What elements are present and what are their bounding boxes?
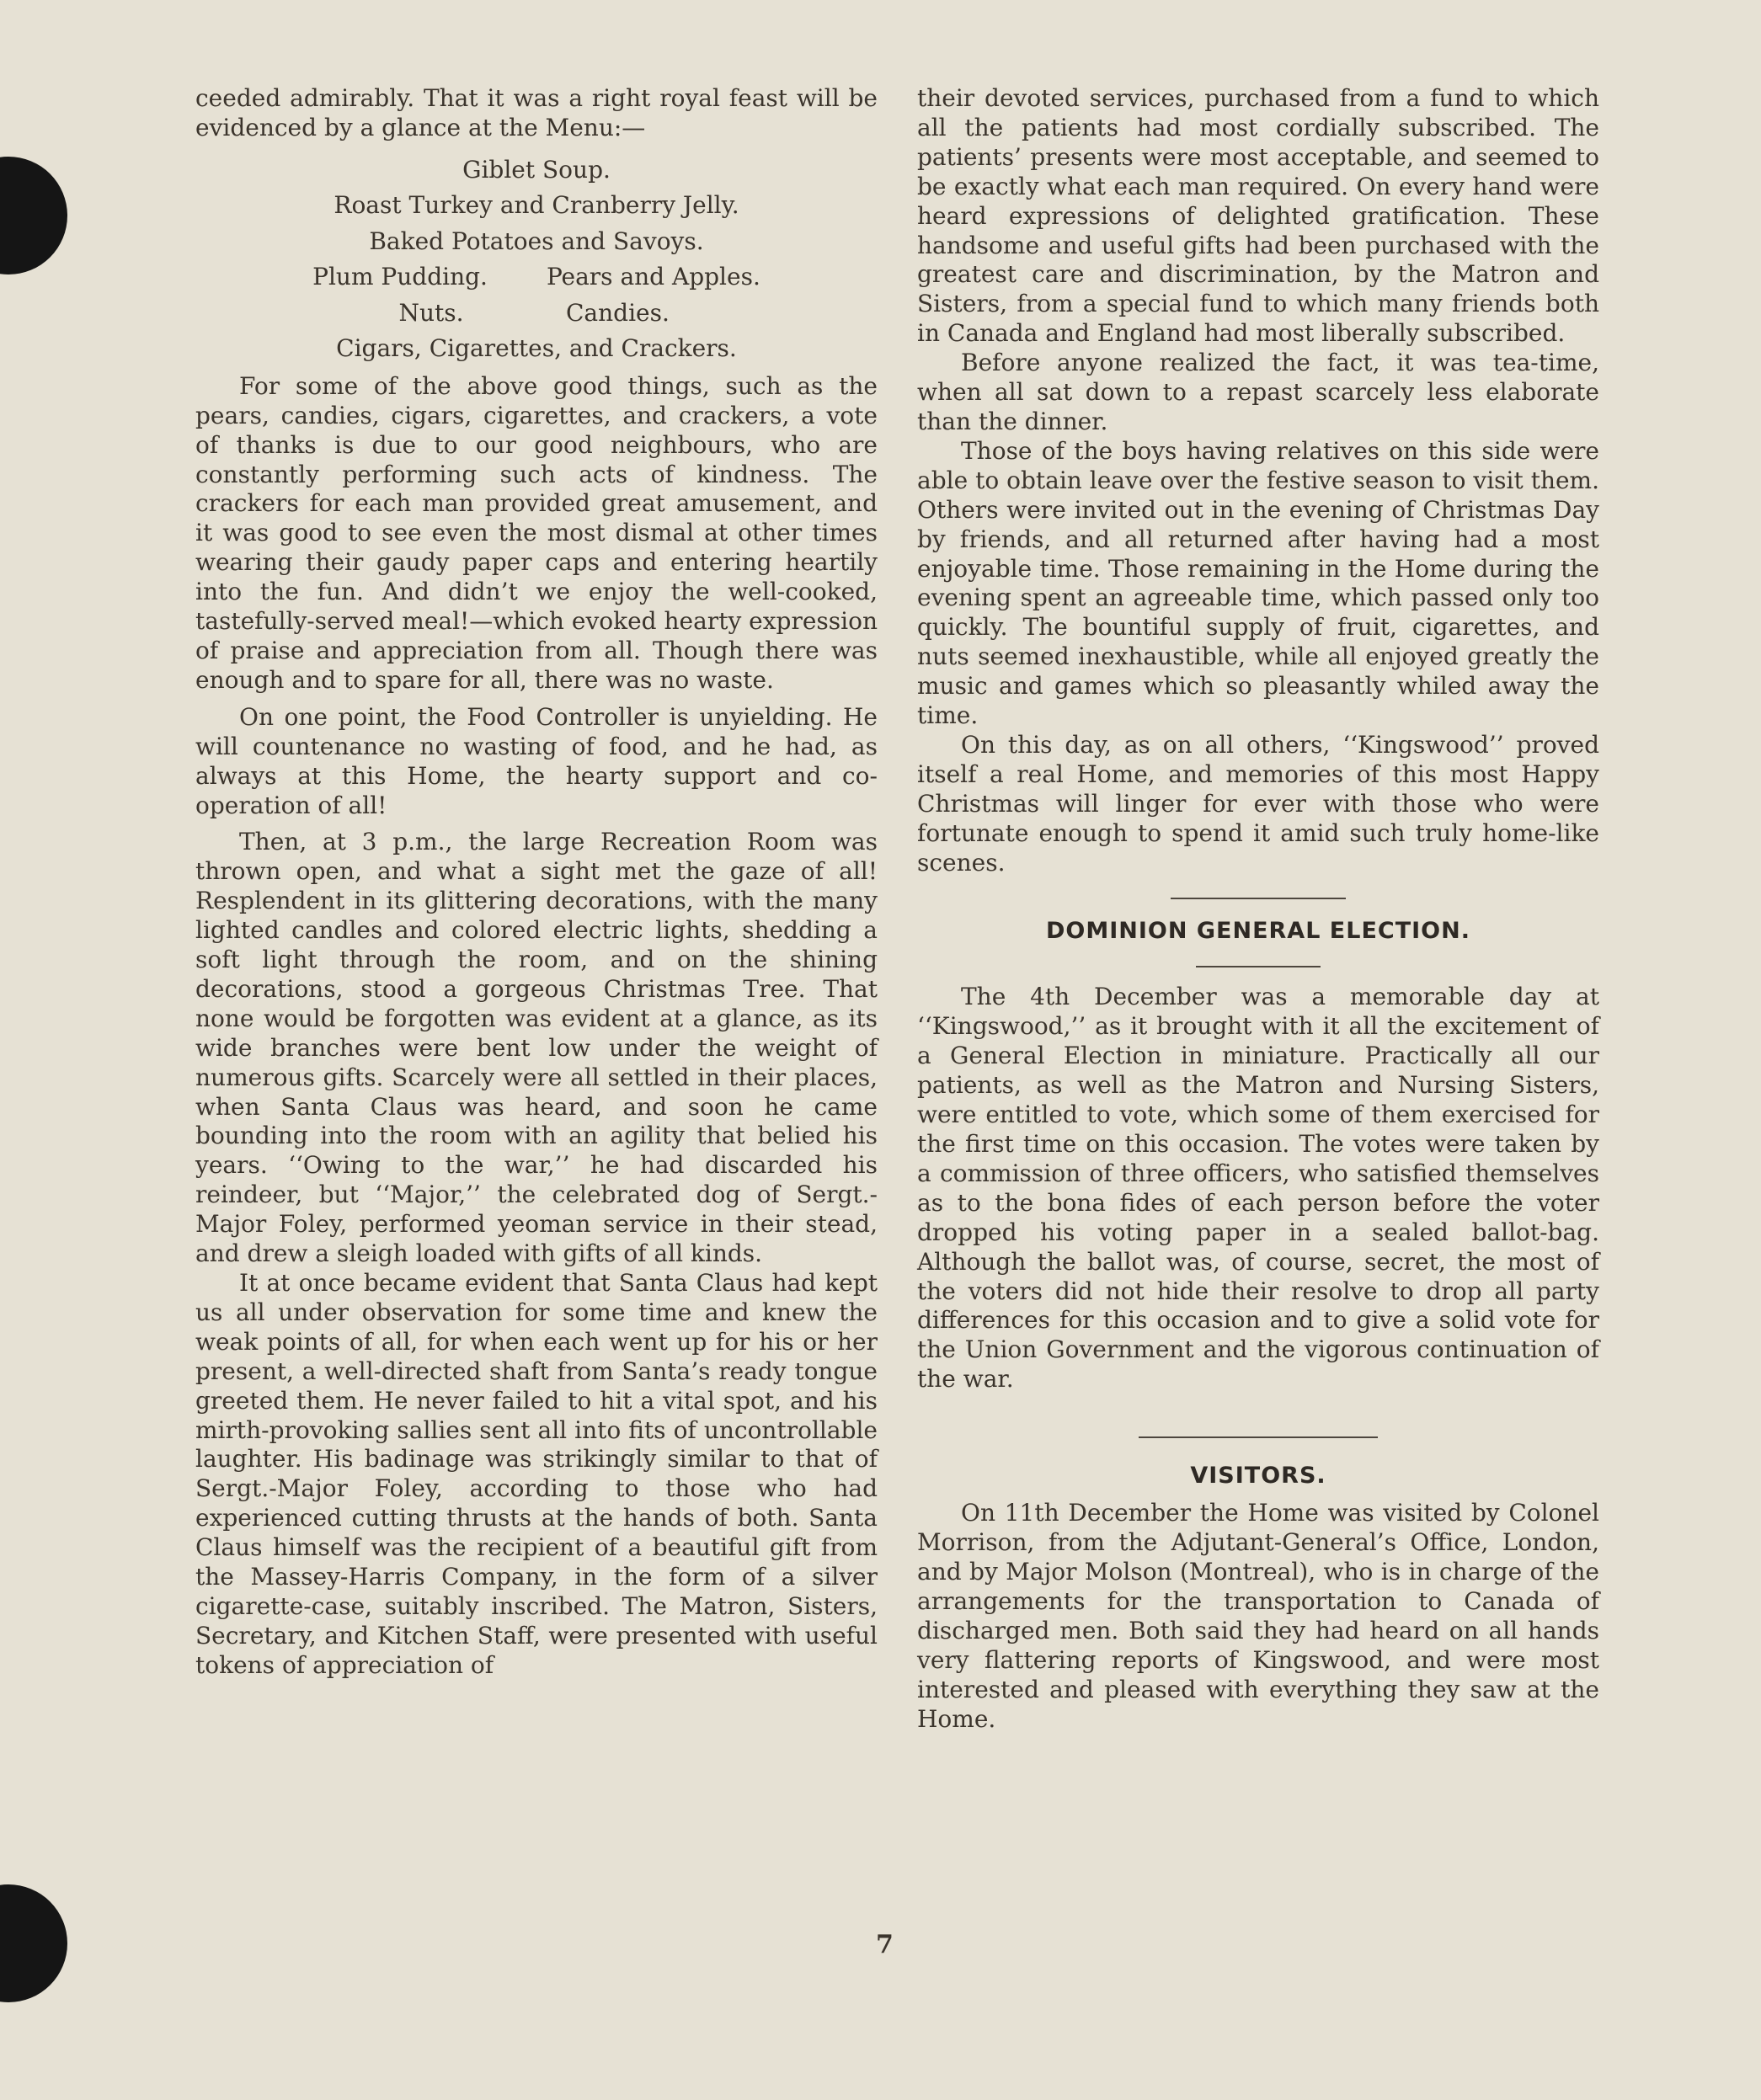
body-paragraph: For some of the above good things, such as the pears, candies, cigars, cigarettes, and crackers, a vote of thanks is due to our good neighbours, who are constantly performing such acts of kindness. The crackers for each man provided great amusement, and it was good to see even the most dismal at other times wearing their gaudy paper caps and entering heartily into the fun. And didn’t we enjoy the well-cooked, tastefully-served meal!—which evoked hearty expression of praise and appreciation from all. Though there was enough and to spare for all, there was no waste. — [195, 371, 878, 694]
visitors-heading: VISITORS. — [1190, 1463, 1326, 1490]
menu-item: Plum Pudding. — [312, 263, 488, 291]
punch-hole-top — [0, 157, 67, 274]
election-heading: DOMINION GENERAL ELECTION. — [1046, 918, 1470, 945]
menu-item: Candies. — [566, 298, 670, 327]
menu-item: Cigars, Cigarettes, and Crackers. — [336, 334, 737, 363]
body-paragraph: Before anyone realized the fact, it was tea-time, when all sat down to a repast scarcely less elaborate than the dinner. — [917, 349, 1599, 435]
body-paragraph: It at once became evident that Santa Claus had kept us all under observation for some time and knew the weak points of all, for when each went up for his or her present, a well-directed shaft from Santa’s ready tongue greeted them. He never failed to hit a vital spot, and his mirth-provoking sallies sent all into fits of uncontrollable laughter. His badinage was strikingly similar to that of Sergt.-Major Foley, according to those who had experienced cutting thrusts at the hands of both. Santa Claus himself was the recipient of a beautiful gift from the Massey-Harris Company, in the form of a silver cigarette-case, suitably inscribed. The Matron, Sisters, Secretary, and Kitchen Staff, were presented with useful tokens of appreciation of — [195, 1269, 878, 1679]
menu-item: Pears and Apples. — [546, 263, 760, 291]
section-divider — [1139, 1436, 1378, 1438]
menu-list — [195, 152, 878, 367]
body-paragraph: On one point, the Food Controller is unyielding. He will countenance no wasting of food, and he had, as always at this Home, the hearty support and co-operation of all! — [195, 702, 878, 819]
section-divider — [1171, 898, 1346, 899]
intro-paragraph: ceeded admirably. That it was a right royal feast will be evidenced by a glance at the Menu:— — [195, 84, 878, 141]
punch-hole-bottom — [0, 1884, 67, 2002]
right-column — [917, 84, 1599, 1734]
left-column — [195, 84, 878, 1681]
body-paragraph: Then, at 3 p.m., the large Recreation Room was thrown open, and what a sight met the gaze of all! Resplendent in its glittering decorations, with the many lighted candles and colored electric lights, shedding a soft light through the room, and on the shining decorations, stood a gorgeous Christmas Tree. That none would be forgotten was evident at a glance, as its wide branches were bent low under the weight of numerous gifts. Scarcely were all settled in their places, when Santa Claus was heard, and soon he came bounding into the room with an agility that belied his years. ‘‘Owing to the war,’’ he had discarded his reindeer, but ‘‘Major,’’ the celebrated dog of Sergt.-Major Foley, performed yeoman service in their stead, and drew a sleigh loaded with gifts of all kinds. — [195, 828, 878, 1268]
section-divider — [1196, 966, 1321, 967]
election-paragraph: The 4th December was a memorable day at ‘‘Kingswood,’’ as it brought with it all the excitement of a General Election in miniature. Practically all our patients, as well as the Matron and Nursing Sisters, were entitled to vote, which some of them exercised for the first time on this occasion. The votes were taken by a commission of three officers, who satisfied themselves as to the bona fides of each person before the voter dropped his voting paper in a sealed ballot-bag. Although the ballot was, of course, secret, the most of the voters did not hide their resolve to drop all party differences for this occasion and to give a solid vote for the Union Government and the vigorous continuation of the war. — [917, 983, 1599, 1394]
menu-row — [195, 259, 878, 296]
body-paragraph: Those of the boys having relatives on this side were able to obtain leave over the festive season to visit them. Others were invited out in the evening of Christmas Day by friends, and all returned after having had a most enjoyable time. Those remaining in the Home during the evening spent an agreeable time, which passed only too quickly. The bountiful supply of fruit, cigarettes, and nuts seemed inexhaustible, while all enjoyed greatly the music and games which so pleasantly whiled away the time. — [917, 436, 1599, 730]
continued-paragraph: their devoted services, purchased from a fund to which all the patients had most cordially subscribed. The patients’ presents were most acceptable, and seemed to be exactly what each man required. On every hand were heard expressions of delighted gratification. These handsome and useful gifts had been purchased with the greatest care and discrimination, by the Matron and Sisters, from a special fund to which many friends both in Canada and England had most liberally subscribed. — [917, 84, 1599, 348]
menu-item: Baked Potatoes and Savoys. — [369, 227, 704, 255]
menu-row — [195, 296, 878, 332]
menu-item: Giblet Soup. — [462, 155, 611, 184]
body-paragraph: On this day, as on all others, ‘‘Kingswood’’ proved itself a real Home, and memories of this most Happy Christmas will linger for ever with those who were fortunate enough to spend it amid such truly home-like scenes. — [917, 730, 1599, 877]
menu-item: Roast Turkey and Cranberry Jelly. — [334, 191, 739, 220]
visitors-paragraph: On 11th December the Home was visited by Colonel Morrison, from the Adjutant-General’s Office, London, and by Major Molson (Montreal), who is in charge of the arrangements for the transportation to Canada of discharged men. Both said they had heard on all hands very flattering reports of Kingswood, and were most interested and pleased with everything they saw at the Home. — [917, 1499, 1599, 1733]
menu-item: Nuts. — [398, 298, 464, 327]
page-number: 7 — [876, 1930, 894, 1959]
